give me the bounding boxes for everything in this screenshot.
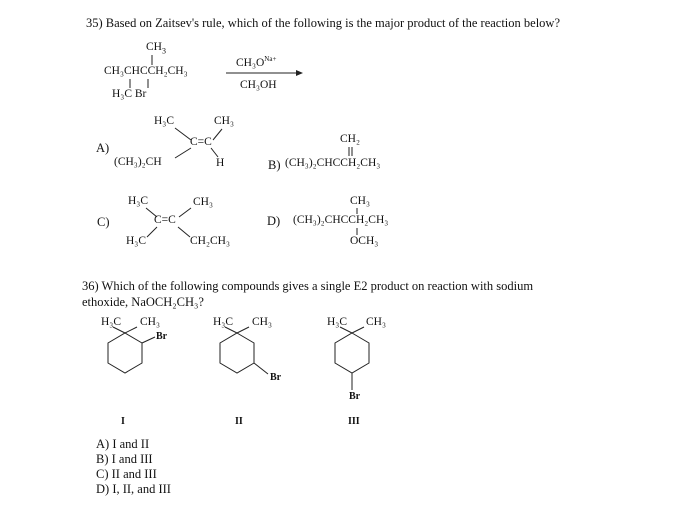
option-a-center: C=C [190, 136, 212, 148]
struct-iii-ring [335, 333, 369, 373]
option-c-br: CH₂CH₃ [190, 235, 230, 247]
struct-iii-br: Br [349, 391, 361, 402]
struct-ii-left: H₃C [213, 316, 233, 328]
struct-i-left: H₃C [101, 316, 121, 328]
struct-iii-bond-left [340, 327, 352, 333]
answer-b: B) I and III [96, 452, 153, 466]
struct-ii-ring [220, 333, 254, 373]
struct-ii-bond-br [254, 363, 268, 374]
struct-iii-left: H₃C [327, 316, 347, 328]
option-c-tr: CH₃ [193, 196, 213, 208]
answer-d: D) I, II, and III [96, 482, 171, 496]
option-b-top: CH₂ [340, 133, 360, 145]
option-c-label: C) [97, 215, 110, 229]
struct-i-br: Br [156, 331, 168, 342]
struct-ii-bond-right [237, 327, 249, 333]
struct-i-bond-right [125, 327, 137, 333]
struct-i-roman: I [121, 416, 125, 427]
option-a-tl: H₃C [154, 115, 174, 127]
option-a-br: H [216, 157, 225, 169]
question-36-line1: 36) Which of the following compounds gives a single E2 product on reaction with sodium [82, 279, 534, 293]
answer-c: C) II and III [96, 467, 157, 481]
struct-ii-bond-left [225, 327, 237, 333]
reactant-ch3-top: $CH_3$ [146, 41, 166, 56]
struct-ii-right: CH₃ [252, 316, 272, 328]
reagent-top: $CH_3O^{Na+}$ [236, 55, 277, 69]
option-d-bottom: OCH₃ [350, 235, 379, 247]
reagent-bottom: CH₃OH [240, 79, 277, 91]
option-a-bond-tl [175, 128, 191, 140]
reactant-main-chain: CH₃CHCCH₂CH₃ [104, 65, 188, 77]
reaction-arrow-head [296, 70, 303, 76]
option-a-bond-br [211, 148, 218, 157]
option-b-label: B) [268, 158, 281, 172]
question-35-text: 35) Based on Zaitsev's rule, which of the following is the major product of the reaction below? [86, 16, 560, 30]
reactant-substituents: H₃C Br [112, 88, 147, 100]
option-c-center: C=C [154, 214, 176, 226]
option-c-bond-tr [179, 208, 191, 217]
option-c-bond-br [178, 227, 190, 237]
struct-i-right: CH₃ [140, 316, 160, 328]
option-d-main: (CH₃)₂CHCCH₂CH₃ [293, 214, 389, 226]
answer-a: A) I and II [96, 437, 150, 451]
option-c-bond-tl [146, 208, 157, 217]
option-c-tl: H₃C [128, 195, 148, 207]
option-c-bond-bl [147, 227, 157, 237]
struct-i-ring [108, 333, 142, 373]
option-c-bl: H₃C [126, 235, 146, 247]
option-a-tr: CH₃ [214, 115, 234, 127]
option-b-main: (CH₃)₂CHCCH₂CH₃ [285, 157, 381, 169]
option-a-bond-bl [175, 148, 191, 158]
struct-i-bond-left [113, 327, 125, 333]
struct-ii-br: Br [270, 372, 282, 383]
struct-i-bond-br [142, 337, 155, 343]
struct-iii-roman: III [348, 416, 360, 427]
option-d-top: CH₃ [350, 195, 370, 207]
struct-ii-roman: II [235, 416, 243, 427]
option-a-bond-tr [213, 129, 222, 140]
struct-iii-bond-right [352, 327, 364, 333]
option-a-label: A) [96, 141, 110, 155]
struct-iii-right: CH₃ [366, 316, 386, 328]
option-d-label: D) [267, 214, 281, 228]
option-a-bl: (CH₃)₂CH [114, 156, 162, 168]
question-36-line2: ethoxide, NaOCH₂CH₃? [82, 295, 204, 309]
